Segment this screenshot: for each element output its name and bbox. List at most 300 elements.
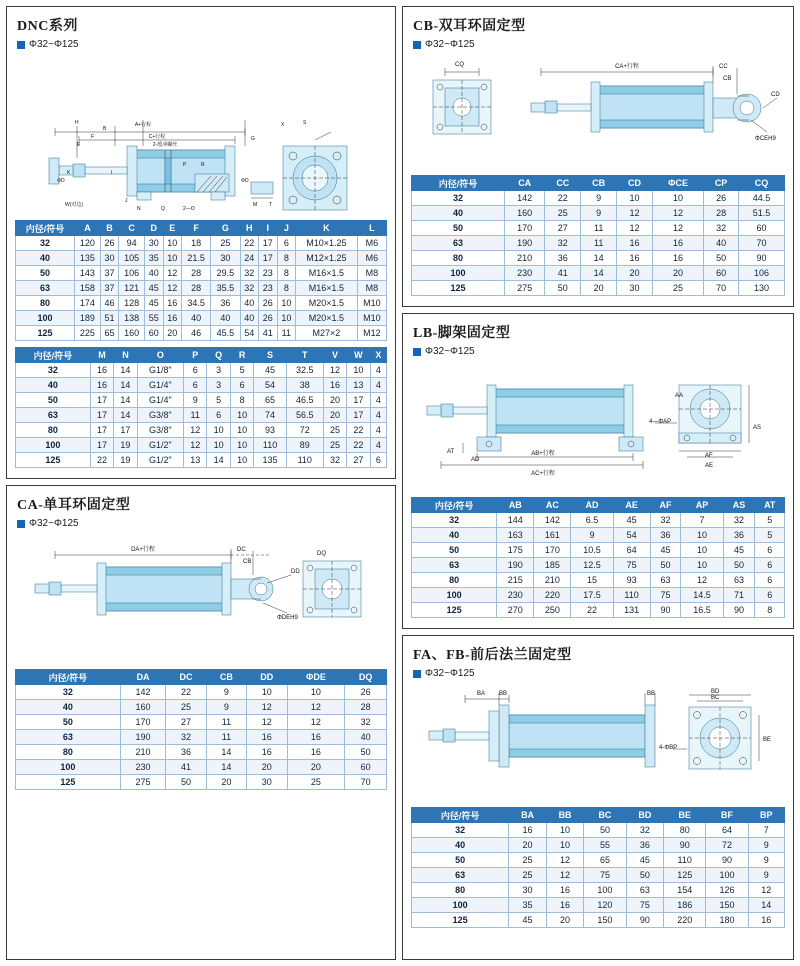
cell: 8	[277, 266, 296, 281]
table-row	[412, 221, 785, 236]
table-row	[412, 543, 785, 558]
cell: 44.5	[738, 191, 784, 206]
dnc-t2-h4: P	[183, 348, 206, 363]
cell: 32.5	[286, 363, 323, 378]
cb-h3: CB	[581, 176, 617, 191]
cell: 32	[240, 266, 259, 281]
cell: 9	[183, 393, 206, 408]
cell: 16	[323, 378, 346, 393]
cell: 150	[706, 898, 748, 913]
cell: 90	[706, 853, 748, 868]
cell: 36	[166, 745, 206, 760]
cell: 10	[546, 823, 584, 838]
table-row	[412, 206, 785, 221]
cell: 105	[119, 251, 145, 266]
table-row	[412, 838, 785, 853]
cell: 12	[247, 700, 287, 715]
cell: 30	[617, 281, 653, 296]
cell: 32	[240, 281, 259, 296]
cell: 275	[120, 775, 166, 790]
cell: 10	[287, 685, 345, 700]
cell: 32	[16, 236, 75, 251]
cell: 9	[748, 868, 784, 883]
cell: 75	[626, 898, 664, 913]
cell: 25	[652, 281, 703, 296]
lb-dim-4ap: 4—ΦAP	[649, 419, 672, 425]
dnc-t1-h7: G	[211, 221, 240, 236]
cell: 22	[240, 236, 259, 251]
cell: G1/4"	[137, 393, 183, 408]
cell: 135	[75, 251, 101, 266]
cell: 28	[182, 281, 211, 296]
cell: 26	[345, 685, 387, 700]
panel-cb-range: Φ32~Φ125	[425, 39, 475, 50]
cell: 190	[497, 558, 534, 573]
dnc-t2-h1: M	[90, 348, 113, 363]
cell: 37	[100, 281, 119, 296]
cell: 15	[571, 573, 613, 588]
cell: 36	[545, 251, 581, 266]
cell: 50	[16, 393, 91, 408]
cell: 100	[412, 898, 509, 913]
dnc-t2-h9: V	[323, 348, 346, 363]
fa-dim-bc: BC	[711, 695, 720, 701]
panel-fa-fb	[402, 635, 794, 960]
cell: 16	[652, 236, 703, 251]
cell: 6	[183, 378, 206, 393]
cell: 32	[412, 513, 497, 528]
cell: 35.5	[211, 281, 240, 296]
cell: 4	[370, 378, 386, 393]
dnc-dim-p: P	[183, 162, 187, 168]
cell: 80	[16, 296, 75, 311]
cell: 4	[370, 393, 386, 408]
cell: 40	[704, 236, 739, 251]
cb-h2: CC	[545, 176, 581, 191]
cell: 63	[650, 573, 681, 588]
cell: 93	[613, 573, 650, 588]
fa-h1: BA	[509, 808, 547, 823]
cell: 8	[755, 603, 785, 618]
cell: 12	[183, 438, 206, 453]
cell: 63	[16, 408, 91, 423]
cell: 106	[738, 266, 784, 281]
cell: M10	[357, 296, 386, 311]
ca-dim-dc: DC	[237, 547, 246, 553]
cell: 40	[16, 251, 75, 266]
cell: M6	[357, 236, 386, 251]
cell: 36	[626, 838, 664, 853]
cell: 23	[259, 281, 278, 296]
cell: 41	[259, 326, 278, 341]
ca-dim-phide: ΦDEH9	[277, 615, 298, 621]
dnc-t1-h11: K	[296, 221, 358, 236]
cell: 143	[75, 266, 101, 281]
cell: 110	[664, 853, 706, 868]
cb-dim-cq: CQ	[455, 62, 464, 68]
cell: 11	[277, 326, 296, 341]
cell: 5	[755, 513, 785, 528]
cell: 38	[286, 378, 323, 393]
table-row	[16, 408, 387, 423]
ca-dim-da: DA+行程	[131, 547, 155, 553]
cell: 225	[75, 326, 101, 341]
cell: 142	[534, 513, 571, 528]
dnc-table-1	[15, 220, 387, 341]
panel-fa-title: FA、FB-前后法兰固定型	[413, 648, 572, 663]
lb-table	[411, 497, 785, 618]
cell: G1/8"	[137, 363, 183, 378]
table-row	[16, 236, 387, 251]
cell: 30	[144, 236, 163, 251]
cell: 5	[207, 393, 230, 408]
cell: 6	[207, 408, 230, 423]
cell: 32	[16, 363, 91, 378]
cell: 11	[581, 221, 617, 236]
cell: 71	[723, 588, 755, 603]
cell: 80	[664, 823, 706, 838]
cell: 3	[207, 378, 230, 393]
ca-table	[15, 669, 387, 790]
cell: 32	[345, 715, 387, 730]
fa-h3: BC	[584, 808, 626, 823]
cell: 20	[509, 838, 547, 853]
cell: 142	[120, 685, 166, 700]
fa-h2: BB	[546, 808, 584, 823]
cell: 100	[16, 311, 75, 326]
cell: 26	[704, 191, 739, 206]
dnc-dim-w: W(对边)	[65, 202, 84, 208]
table-row	[16, 378, 387, 393]
dnc-dim-n: N	[137, 206, 141, 212]
cell: 13	[347, 378, 370, 393]
cb-h1: CA	[505, 176, 545, 191]
cb-h0: 内径/符号	[412, 176, 505, 191]
cell: 65	[584, 853, 626, 868]
cell: 40	[412, 528, 497, 543]
bullet-square-icon	[413, 41, 421, 49]
cell: 64	[613, 543, 650, 558]
cell: 144	[497, 513, 534, 528]
cell: 50	[626, 868, 664, 883]
cell: 36	[723, 528, 755, 543]
cell: 12	[287, 700, 345, 715]
cell: 10.5	[571, 543, 613, 558]
cell: 63	[16, 281, 75, 296]
table-row	[16, 296, 387, 311]
dnc-dim-h: H	[75, 120, 79, 126]
cell: 28	[704, 206, 739, 221]
cell: 12	[287, 715, 345, 730]
table-row	[16, 760, 387, 775]
ca-h3: CB	[206, 670, 246, 685]
cell: M12	[357, 326, 386, 341]
cell: 50	[412, 221, 505, 236]
cell: 20	[617, 266, 653, 281]
dnc-t1-h1: A	[75, 221, 101, 236]
cell: 32	[545, 236, 581, 251]
bullet-square-icon	[17, 41, 25, 49]
cell: 94	[119, 236, 145, 251]
panel-cb-drawing	[411, 54, 785, 169]
lb-h3: AD	[571, 498, 613, 513]
cell: 90	[664, 838, 706, 853]
cell: 9	[206, 685, 246, 700]
cell: 3	[207, 363, 230, 378]
cell: 170	[120, 715, 166, 730]
panel-cb	[402, 6, 794, 307]
cell: 12	[652, 221, 703, 236]
cell: 170	[534, 543, 571, 558]
cell: 12	[247, 715, 287, 730]
dnc-dim-t: T	[269, 202, 273, 208]
cell: 41	[545, 266, 581, 281]
table-row	[412, 573, 785, 588]
table-row	[412, 898, 785, 913]
cell: 170	[505, 221, 545, 236]
cell: 46	[182, 326, 211, 341]
dnc-dim-buffer: 2-缓冲螺丝	[152, 142, 178, 148]
cell: 10	[277, 296, 296, 311]
table-row	[412, 588, 785, 603]
cell: 10	[230, 408, 253, 423]
cell: 14	[206, 760, 246, 775]
table-row	[412, 853, 785, 868]
bullet-square-icon	[17, 520, 25, 528]
cell: 20	[323, 393, 346, 408]
cell: 17	[90, 393, 113, 408]
cell: 18	[182, 236, 211, 251]
dnc-t1-h12: L	[357, 221, 386, 236]
cell: 90	[650, 603, 681, 618]
cell: 24	[240, 251, 259, 266]
dnc-table-2	[15, 347, 387, 468]
cell: 9	[581, 191, 617, 206]
dnc-t2-h2: N	[114, 348, 137, 363]
dnc-dim-r: R	[201, 162, 205, 168]
cell: G3/8"	[137, 423, 183, 438]
cell: 45	[613, 513, 650, 528]
panel-lb-title: LB-脚架固定型	[413, 326, 511, 341]
lb-dim-af: AF	[705, 453, 713, 459]
cell: 230	[505, 266, 545, 281]
cell: 28	[182, 266, 211, 281]
table-row	[16, 730, 387, 745]
table-row	[16, 453, 387, 468]
cell: 55	[584, 838, 626, 853]
cell: 46.5	[286, 393, 323, 408]
table-row	[16, 251, 387, 266]
cell: 210	[534, 573, 571, 588]
ca-dim-cb: CB	[243, 559, 252, 565]
cell: 11	[581, 236, 617, 251]
cell: 230	[120, 760, 166, 775]
table-row	[16, 438, 387, 453]
table-row	[16, 685, 387, 700]
cell: 10	[207, 423, 230, 438]
cell: 210	[505, 251, 545, 266]
cell: 270	[497, 603, 534, 618]
cell: 7	[681, 513, 723, 528]
table-row	[16, 423, 387, 438]
cell: 32	[412, 191, 505, 206]
cell: 12.5	[571, 558, 613, 573]
cell: 20	[206, 775, 246, 790]
cell: 64	[706, 823, 748, 838]
cell: 80	[16, 745, 121, 760]
cell: 34.5	[182, 296, 211, 311]
cb-h7: CQ	[738, 176, 784, 191]
fa-table-header-row	[412, 808, 785, 823]
panel-fa-subtitle	[413, 668, 785, 679]
cell: 40	[412, 838, 509, 853]
cell: 16	[247, 745, 287, 760]
fa-dim-bd: BD	[711, 689, 720, 695]
table-row	[412, 528, 785, 543]
cell: 12	[681, 573, 723, 588]
dnc-t2-h0: 内径/符号	[16, 348, 91, 363]
cb-dim-cd: CD	[771, 92, 780, 98]
lb-h8: AT	[755, 498, 785, 513]
panel-dnc-title: DNC系列	[17, 19, 78, 34]
ca-table-header-row	[16, 670, 387, 685]
dnc-t1-h6: F	[182, 221, 211, 236]
dnc-t2-h11: X	[370, 348, 386, 363]
cell: 80	[16, 423, 91, 438]
cell: 6	[755, 543, 785, 558]
cell: 9	[571, 528, 613, 543]
fa-h5: BE	[664, 808, 706, 823]
cell: 90	[723, 603, 755, 618]
cell: G1/2"	[137, 438, 183, 453]
cell: 40	[144, 266, 163, 281]
fa-h6: BF	[706, 808, 748, 823]
cell: 10	[230, 453, 253, 468]
dnc-t2-h6: R	[230, 348, 253, 363]
cell: 8	[230, 393, 253, 408]
dnc-dim-s: S	[303, 120, 307, 126]
cell: 75	[613, 558, 650, 573]
table-row	[412, 266, 785, 281]
cb-table	[411, 175, 785, 296]
cell: 56.5	[286, 408, 323, 423]
cell: M8	[357, 281, 386, 296]
cell: 10	[230, 423, 253, 438]
cell: 174	[75, 296, 101, 311]
cell: 63	[412, 558, 497, 573]
cell: 12	[323, 363, 346, 378]
cell: 6	[370, 453, 386, 468]
table-row	[412, 883, 785, 898]
cell: 120	[584, 898, 626, 913]
cell: 12	[163, 281, 182, 296]
lb-dim-at: AT	[447, 449, 455, 455]
cell: M6	[357, 251, 386, 266]
cell: 16	[546, 883, 584, 898]
table-row	[412, 191, 785, 206]
cell: 185	[534, 558, 571, 573]
dnc-dim-phid2: ΦD	[241, 178, 249, 184]
cell: 125	[664, 868, 706, 883]
bullet-square-icon	[413, 348, 421, 356]
dnc-t1-h8: H	[240, 221, 259, 236]
cell: 125	[412, 281, 505, 296]
lb-h6: AP	[681, 498, 723, 513]
cell: 27	[545, 221, 581, 236]
cell: 10	[347, 363, 370, 378]
cell: 230	[497, 588, 534, 603]
cell: 45.5	[211, 326, 240, 341]
cell: 10	[681, 558, 723, 573]
cell: 25	[287, 775, 345, 790]
cell: 22	[347, 423, 370, 438]
cell: 22	[90, 453, 113, 468]
cell: 17.5	[571, 588, 613, 603]
cell: 16	[546, 898, 584, 913]
cell: 25	[323, 438, 346, 453]
cell: 138	[119, 311, 145, 326]
dnc-dim-c: C+行程	[148, 134, 166, 140]
cell: 36	[211, 296, 240, 311]
cell: 16.5	[681, 603, 723, 618]
cell: 60	[738, 221, 784, 236]
fa-dim-be: BE	[763, 737, 772, 743]
cell: 40	[182, 311, 211, 326]
ca-dim-dd: DD	[291, 569, 300, 575]
cell: 70	[704, 281, 739, 296]
cell: 20	[546, 913, 584, 928]
cell: 110	[254, 438, 286, 453]
dnc-t2-h5: Q	[207, 348, 230, 363]
cell: 6	[230, 378, 253, 393]
dnc-t1-h3: C	[119, 221, 145, 236]
cell: 125	[16, 326, 75, 341]
cell: 10	[546, 838, 584, 853]
table-row	[412, 823, 785, 838]
cell: 25	[509, 868, 547, 883]
cell: M20×1.5	[296, 296, 358, 311]
cb-dim-cb: CB	[723, 76, 732, 82]
panel-ca-title: CA-单耳环固定型	[17, 498, 131, 513]
dnc-dim-i: I	[111, 170, 113, 176]
cell: 21.5	[182, 251, 211, 266]
cell: 50	[412, 853, 509, 868]
cell: 75	[650, 588, 681, 603]
cell: 100	[16, 438, 91, 453]
cell: 142	[505, 191, 545, 206]
cell: 190	[505, 236, 545, 251]
cell: 125	[16, 775, 121, 790]
panel-cb-title: CB-双耳环固定型	[413, 19, 526, 34]
cell: 37	[100, 266, 119, 281]
dnc-t1-h9: I	[259, 221, 278, 236]
table-row	[412, 868, 785, 883]
cell: 30	[509, 883, 547, 898]
fa-dim-ba: BA	[477, 691, 486, 697]
cell: 17	[259, 251, 278, 266]
cell: 20	[581, 281, 617, 296]
dnc-dim-phid1: ΦD	[57, 178, 65, 184]
lb-dim-ae: AE	[705, 463, 714, 469]
cell: 45	[650, 543, 681, 558]
lb-dim-as: AS	[753, 425, 762, 431]
cell: M16×1.5	[296, 266, 358, 281]
cell: 23	[259, 266, 278, 281]
cell: 121	[119, 281, 145, 296]
cell: 100	[412, 588, 497, 603]
cell: 41	[166, 760, 206, 775]
ca-dim-dq: DQ	[317, 551, 326, 557]
